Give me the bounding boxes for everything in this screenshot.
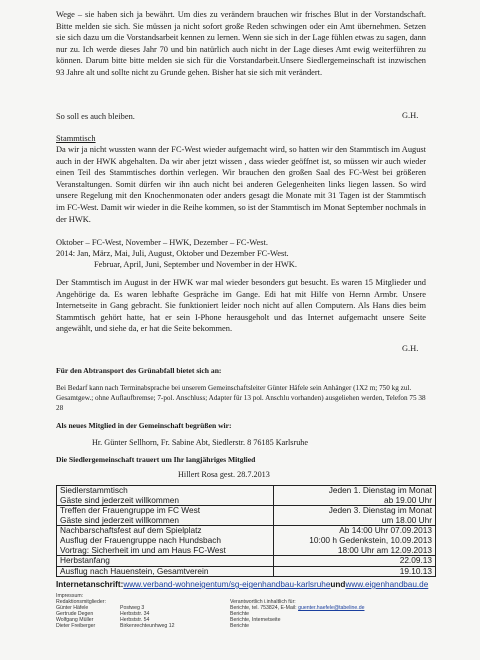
table-row	[57, 556, 436, 567]
impressum-verantwortlich: Verantwortlich i.inhaltlich für:	[230, 599, 296, 605]
event-cell: Treffen der Frauengruppe im FC West Gäste sind jederzeit willkommen	[57, 506, 274, 526]
member-name: Dieter Freiberger	[56, 623, 96, 629]
web-and: und	[330, 580, 346, 589]
impressum-redaktion: Redaktionsmitglieder:	[56, 599, 106, 605]
events-table	[56, 485, 436, 577]
stammtisch-paragraph: Da wir ja nicht wussten wann der FC-West wieder aufgemacht wird, so hatten wir den Stammtisch im August auch in der HWK abgehalten. Da wir aber jetzt wissen , dass wieder geöffnet ist, so müssen wir auch wieder einen Teil des Stammtisches dorthin verlegen. Wir brauchen den großen Saal des FC-West bei größeren Veranstaltungen. Somit dürfen wir ihn auch nicht bei anderen Gelegenheiten links liegen lassen. So wird unsere Regelung mit den Knochenmonaten oder anders gesagt die Monate mit 31 Tagen ist der Stammtisch im FC-West. Damit wir wieder in die Reihe kommen, so ist der Stammtisch im Monat September nochmals in der HWK.	[56, 145, 426, 224]
intro-paragraph: Wege – sie haben sich ja bewährt. Um dies zu verändern brauchen wir frisches Blut in der Vorstandschaft. Bitte melden sie sich. Sie müssen ja nicht sofort große Reden schwingen oder ein Amt übernehmen. Setzen sie sich dazu um die Vorstandsarbeit kennen zu lernen. Wenn sie sich in der Lage fühlen etwas zu sagen, dann nur zu. Ich werde dieses Jahr 70 und bin natürlich auch nicht in der Lage dieses Amt ewig weiterführen zu können. Darum bitte bitte melden sie sich für die Vorstandarbeit.Unsere Siedlergemeinschaft ist inzwischen 93 Jahre alt und sollte nicht zu Grunde gehen. Bisher hat sie sich mit verändert.	[56, 10, 426, 77]
signature-2: G.H.	[402, 344, 419, 353]
signature: G.H.	[402, 111, 419, 120]
member-street: Herbststr. 54	[120, 617, 150, 623]
web-address	[56, 580, 428, 589]
web-link-verband[interactable]: www.verband-wohneigentum/sg-eigenhandbau-karlsruhe	[123, 580, 331, 589]
time-cell: Jeden 1. Dienstag im Monat ab 19.00 Uhr	[273, 486, 435, 506]
member-street: Birkenrechteunhweg 12	[120, 623, 175, 629]
member-role: Berichte, Internetseite	[230, 617, 281, 623]
table-row	[57, 486, 436, 506]
member-role: Berichte	[230, 611, 250, 617]
impressum-title: Impressum:	[56, 593, 84, 599]
schedule-line-2: 2014: Jan, März, Mai, Juli, August, Oktober und Dezember FC-West.	[56, 249, 289, 258]
mourning-heading: Die Siedlergemeinschaft trauert um Ihr langjähriges Mitglied	[56, 455, 256, 464]
event-cell: Siedlerstammtisch Gäste sind jederzeit willkommen	[57, 486, 274, 506]
event-cell: Ausflug nach Hauenstein, Gesamtverein	[57, 566, 274, 577]
event-cell: Nachbarschaftsfest auf dem Spielplatz Ausflug der Frauengruppe nach Hundsbach Vortrag: Sicherheit im und am Haus FC-West	[57, 526, 274, 556]
member-street: Herbststr. 34	[120, 611, 150, 617]
web-link-eigenhandbau[interactable]: www.eigenhandbau.de	[345, 580, 429, 589]
schedule-line-1: Oktober – FC-West, November – HWK, Dezember – FC-West.	[56, 238, 268, 247]
time-cell: Ab 14:00 Uhr 07.09.2013 10:00 h Gedenkstein, 10.09.2013 18:00 Uhr am 12.09.2013	[273, 526, 435, 556]
schedule-line-3: Februar, April, Juni, September und November in der HWK.	[94, 260, 297, 269]
time-cell: 19.10.13	[273, 566, 435, 577]
event-cell: Herbstanfang	[57, 556, 274, 567]
abtransport-text: Bei Bedarf kann nach Terminabsprache bei unserem Gemeinschaftsleiter Günter Häfele sein Anhänger (1X2 m; 750 kg zul. Gesamtgew.; ohne Auflaufbremse; 7-pol. Anschluss; Adapter für 13 pol. Anschlu vorhanden) ausgeliehen werden, Telefon 75 38 28	[56, 384, 426, 412]
web-label: Internetanschrift:	[56, 580, 124, 589]
member-name: Günter Häfele	[56, 605, 89, 611]
time-cell: Jeden 3. Dienstag im Monat um 18.00 Uhr	[273, 506, 435, 526]
email-link[interactable]: guenter.haefele@tabeline.de	[298, 605, 365, 611]
member-name: Gertrude Degen	[56, 611, 94, 617]
closing-line: So soll es auch bleiben.	[56, 112, 135, 121]
table-row	[57, 566, 436, 577]
august-paragraph: Der Stammtisch im August in der HWK war mal wieder besonders gut besucht. Es waren 15 Mitglieder und Angehörige da. Es waren lebhafte Gespräche im Gange. Edi hat mit Hilfe von Hernn Armbr. Unsere Internetseite in Gang gebracht. Sie funktioniert leider noch nicht auf allen Computern. Als Hans dies beim Stammtisch gehört hatte, hat er sein I-Phone herausgeholt und das Internet aufgemacht unsere Seite angewählt, und siehe da, er hat die Seite bekommen.	[56, 278, 426, 334]
stammtisch-heading: Stammtisch	[56, 134, 96, 143]
member-street: Postweg 3	[120, 605, 145, 611]
table-row	[57, 506, 436, 526]
time-cell: 22.09.13	[273, 556, 435, 567]
table-row	[57, 526, 436, 556]
abtransport-heading: Für den Abtransport des Grünabfall bietet sich an:	[56, 366, 222, 375]
member-role: Berichte	[230, 623, 250, 629]
new-member-heading: Als neues Mitglied in der Gemeinschaft begrüßen wir:	[56, 421, 232, 430]
mourning-text: Hillert Rosa gest. 28.7.2013	[178, 470, 270, 479]
member-role: Berichte, tel. 753824, E-Mail: guenter.haefele@tabeline.de	[230, 605, 365, 611]
new-member-text: Hr. Günter Sellhorn, Fr. Sabine Abt, Siedlerstr. 8 76185 Karlsruhe	[92, 438, 309, 447]
member-name: Wolfgang Müller	[56, 617, 94, 623]
